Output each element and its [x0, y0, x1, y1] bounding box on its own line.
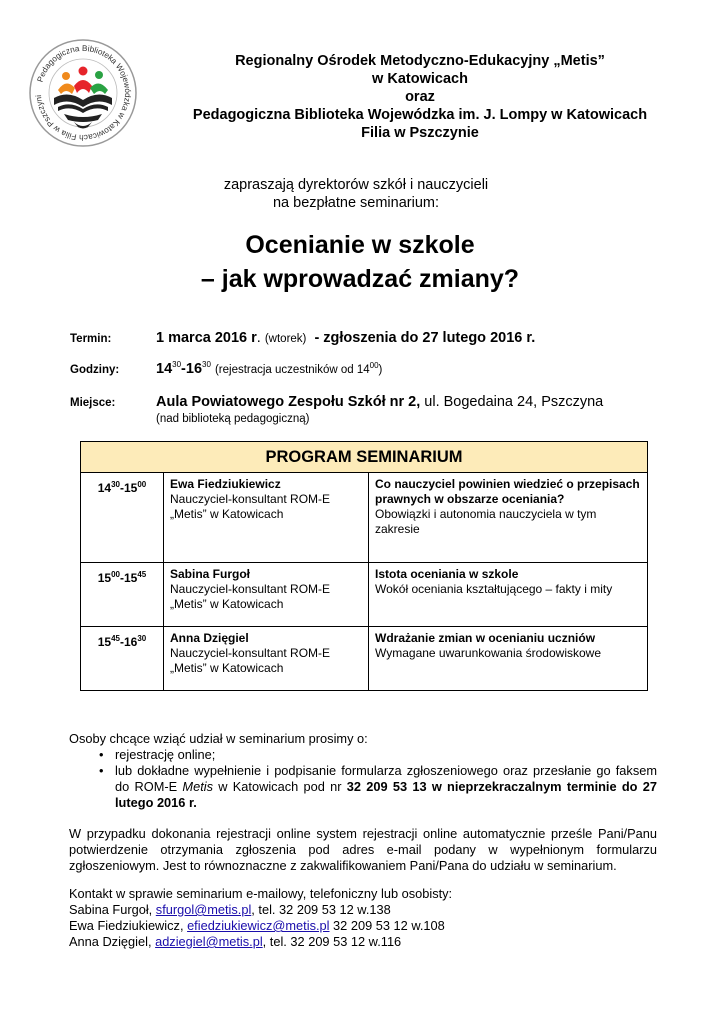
contact-phone: , tel. 32 209 53 12 w.116 [262, 934, 402, 949]
hours-note-minutes: 00 [369, 361, 379, 370]
time-end-min: 30 [137, 634, 147, 643]
fax-text-mid: w Katowicach pod nr [213, 779, 347, 794]
header-line-branch: Filia w Pszczynie [361, 125, 479, 141]
session-topic [369, 627, 648, 691]
time-end: -15 [120, 481, 138, 495]
library-logo-graphic [28, 38, 138, 148]
date-dot: . [256, 330, 261, 346]
header-line-oraz: oraz [405, 89, 435, 105]
session-time [81, 563, 164, 627]
time-end: -15 [120, 571, 138, 585]
venue-value [156, 394, 603, 410]
hours-note-text: (rejestracja uczestników od 14 [214, 363, 370, 376]
detail-row-hours [70, 360, 670, 380]
fax-number-deadline: 32 209 53 13 w nieprzekraczalnym terminie do 27 lutego 2016 r. [115, 779, 657, 810]
registration-section [69, 731, 657, 811]
speaker-role: Nauczyciel-konsultant ROM-E [170, 582, 331, 596]
session-time [81, 473, 164, 563]
contact-email-link[interactable]: efiedziukiewicz@metis.pl [187, 918, 330, 933]
invitation-line-2: na bezpłatne seminarium: [272, 195, 440, 211]
time-start-min: 45 [111, 634, 120, 643]
hours-label: Godziny: [70, 364, 120, 376]
program-row [81, 563, 648, 627]
time-start: 15 [97, 635, 112, 649]
contact-intro: Kontakt w sprawie seminarium e-mailowy, telefoniczny lub osobisty: [69, 886, 453, 901]
fax-metis: Metis [182, 779, 213, 794]
speaker-institution: „Metis” w Katowicach [170, 597, 284, 611]
topic-description: Wokół oceniania kształtującego – fakty i mity [375, 582, 613, 596]
time-start: 14 [97, 481, 112, 495]
time-end-min: 00 [137, 480, 147, 489]
time-start-min: 30 [111, 480, 120, 489]
program-heading: PROGRAM SEMINARIUM [81, 442, 648, 473]
speaker-name: Sabina Furgoł [170, 567, 251, 581]
hours-value [156, 360, 382, 377]
session-speaker [164, 627, 369, 691]
hours-note-close: ) [378, 363, 383, 376]
seminar-title-line-1: Ocenianie w szkole [245, 231, 475, 259]
registration-options [69, 747, 657, 811]
invitation-line-1: zapraszają dyrektorów szkół i nauczycieli [223, 177, 489, 193]
speaker-role: Nauczyciel-konsultant ROM-E [170, 492, 331, 506]
online-registration-notice: W przypadku dokonania rejestracji online system rejestracji online automatycznie prześle Pani/Panu potwierdzenie otrzymania zgłoszenia pod adres e-mail podany w wypełnionym formularzu zgłoszeniowym. Jest to równoznaczne z zakwalifikowaniem Pani/Pana do udziału w seminarium. [69, 826, 657, 873]
program-row [81, 627, 648, 691]
speaker-role: Nauczyciel-konsultant ROM-E [170, 646, 331, 660]
topic-description: Obowiązki i autonomia nauczyciela w tym zakresie [375, 507, 597, 536]
contact-line [69, 918, 657, 934]
contact-email-link[interactable]: adziegiel@metis.pl [155, 934, 263, 949]
program-table [80, 441, 648, 691]
seminar-title [150, 228, 570, 296]
logo-ring-text: Pedagogiczna Biblioteka Wojewódzka w Katowicach Filia w Pszczyni [34, 43, 133, 143]
header-line-library: Pedagogiczna Biblioteka Wojewódzka im. J. Lompy w Katowicach [192, 107, 648, 123]
date-label: Termin: [70, 333, 112, 345]
organizers-header [150, 52, 690, 142]
topic-description: Wymagane uwarunkowania środowiskowe [375, 646, 602, 660]
time-start-min: 00 [111, 570, 120, 579]
registration-intro: Osoby chcące wziąć udział w seminarium prosimy o: [69, 731, 368, 746]
topic-title: Wdrażanie zmian w ocenianiu uczniów [375, 631, 596, 645]
program-row [81, 473, 648, 563]
contact-name: Anna Dzięgiel, [69, 934, 156, 949]
date-weekday: (wtorek) [264, 333, 307, 345]
library-logo [28, 38, 138, 148]
hours-start: 14 [156, 360, 173, 377]
fax-text: lub dokładne wypełnienie i podpisanie formularza zgłoszeniowego oraz przesłanie go faksem do ROM-E [115, 763, 657, 794]
detail-row-date [70, 330, 670, 350]
session-topic [369, 473, 648, 563]
contact-email-link[interactable]: sfurgol@metis.pl [155, 902, 252, 917]
header-line-city: w Katowicach [372, 71, 468, 87]
contact-phone: 32 209 53 12 w.108 [329, 918, 445, 933]
venue-name: Aula Powiatowego Zespołu Szkół nr 2, [156, 394, 421, 410]
time-end-min: 45 [137, 570, 147, 579]
registration-deadline: - zgłoszenia do 27 lutego 2016 r. [314, 330, 536, 346]
hours-end: -16 [181, 360, 203, 377]
contact-section [69, 886, 657, 950]
speaker-institution: „Metis” w Katowicach [170, 507, 284, 521]
detail-row-venue [70, 394, 670, 430]
contact-phone: , tel. 32 209 53 12 w.138 [251, 902, 391, 917]
session-topic [369, 563, 648, 627]
hours-end-minutes: 30 [202, 360, 211, 369]
time-start: 15 [97, 571, 112, 585]
date-value [156, 330, 535, 346]
session-speaker [164, 563, 369, 627]
invitation-text [150, 176, 562, 212]
seminar-title-line-2: – jak wprowadzać zmiany? [200, 265, 520, 293]
session-speaker [164, 473, 369, 563]
date-main: 1 marca 2016 r [156, 330, 257, 346]
registration-option-online: • rejestrację online; [69, 747, 657, 763]
speaker-institution: „Metis” w Katowicach [170, 661, 284, 675]
topic-title: Co nauczyciel powinien wiedzieć o przepisach prawnych w obszarze oceniania? [375, 477, 640, 506]
speaker-name: Ewa Fiedziukiewicz [170, 477, 281, 491]
venue-label: Miejsce: [70, 397, 116, 409]
venue-address: ul. Bogedaina 24, Pszczyna [420, 394, 604, 410]
registration-option-fax [69, 763, 657, 811]
header-line-rom-e: Regionalny Ośrodek Metodyczno-Edukacyjny „Metis” [235, 53, 605, 69]
contact-name: Ewa Fiedziukiewicz, [69, 918, 188, 933]
hours-start-minutes: 30 [172, 360, 182, 369]
topic-title: Istota oceniania w szkole [375, 567, 519, 581]
contact-line [69, 902, 657, 918]
speaker-name: Anna Dzięgiel [170, 631, 249, 645]
session-time [81, 627, 164, 691]
hours-note [214, 361, 383, 376]
contact-line [69, 934, 657, 950]
venue-note: (nad biblioteką pedagogiczną) [156, 413, 310, 425]
time-end: -16 [120, 635, 138, 649]
contact-name: Sabina Furgoł, [69, 902, 156, 917]
